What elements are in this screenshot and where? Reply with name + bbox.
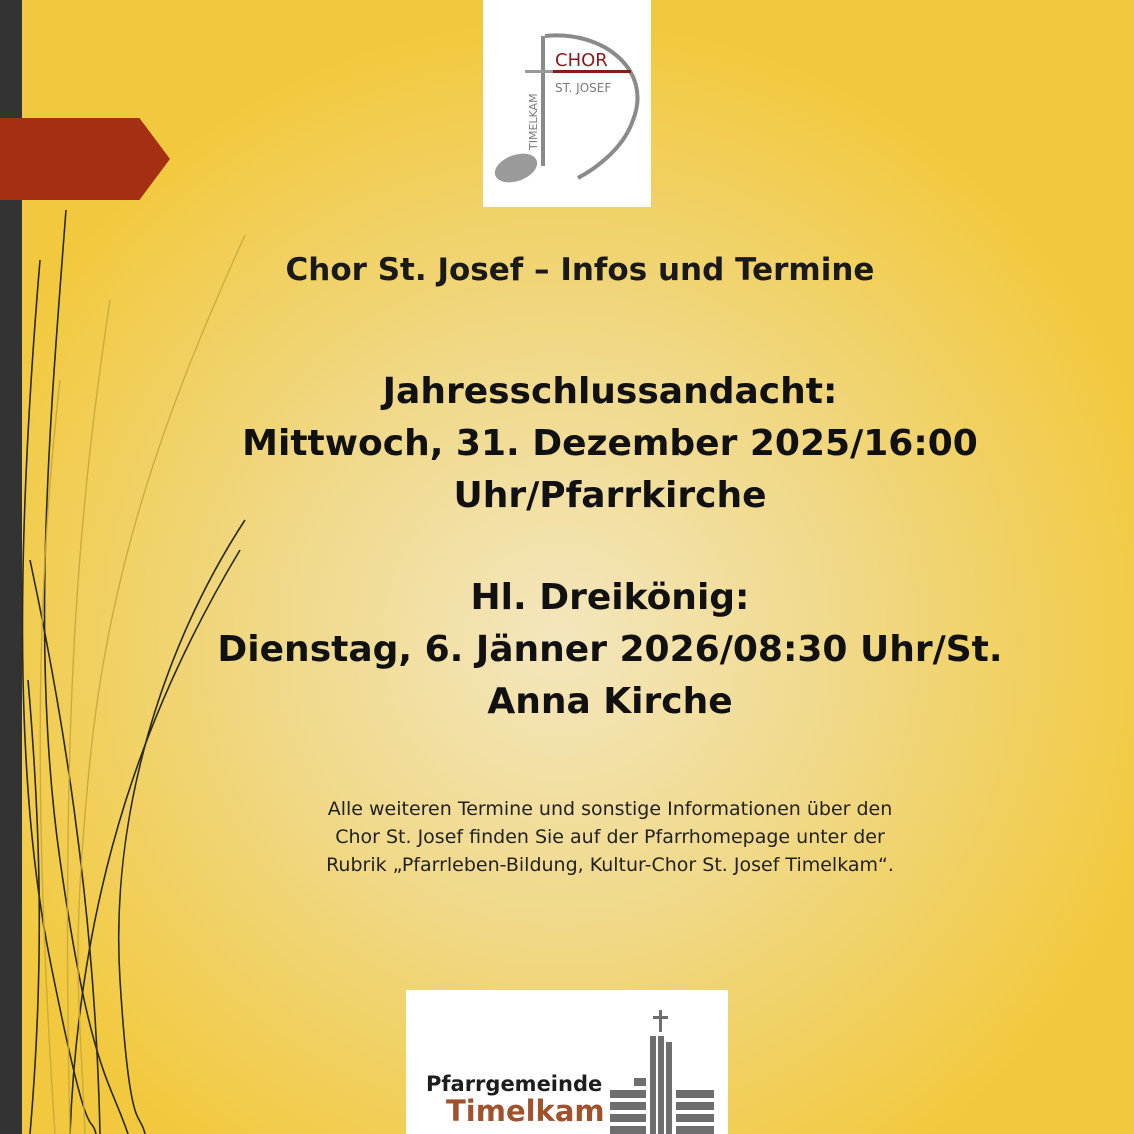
event-location: Anna Kirche bbox=[487, 681, 733, 722]
info-line: Chor St. Josef finden Sie auf der Pfarrhomepage unter der bbox=[335, 826, 885, 848]
event-jahresschlussandacht bbox=[200, 366, 1020, 522]
info-line: Rubrik „Pfarrleben-Bildung, Kultur-Chor St. Josef Timelkam“. bbox=[326, 854, 894, 876]
church-icon bbox=[606, 1010, 718, 1134]
info-paragraph bbox=[250, 795, 970, 879]
logo-timelkam-text: Timelkam bbox=[446, 1094, 605, 1128]
accent-arrow-shape bbox=[0, 118, 170, 200]
event-date: Dienstag, 6. Jänner 2026/08:30 Uhr/St. bbox=[217, 629, 1003, 670]
event-dreikoenig bbox=[200, 572, 1020, 728]
event-title: Jahresschlussandacht: bbox=[382, 371, 838, 412]
event-date: Mittwoch, 31. Dezember 2025/16:00 bbox=[242, 423, 978, 464]
logo-pfarrgemeinde-text: Pfarrgemeinde bbox=[426, 1072, 603, 1096]
page-title: Chor St. Josef – Infos und Termine bbox=[285, 252, 875, 288]
logo-timelkam-text: TIMELKAM bbox=[527, 93, 540, 150]
chor-st-josef-logo bbox=[483, 0, 651, 207]
logo-chor-text: CHOR bbox=[555, 50, 608, 71]
pfarrgemeinde-timelkam-logo bbox=[406, 990, 728, 1134]
event-title: Hl. Dreikönig: bbox=[470, 577, 750, 618]
logo-st-josef-text: ST. JOSEF bbox=[555, 81, 612, 95]
event-location: Uhr/Pfarrkirche bbox=[453, 475, 767, 516]
info-line: Alle weiteren Termine und sonstige Informationen über den bbox=[327, 798, 893, 820]
